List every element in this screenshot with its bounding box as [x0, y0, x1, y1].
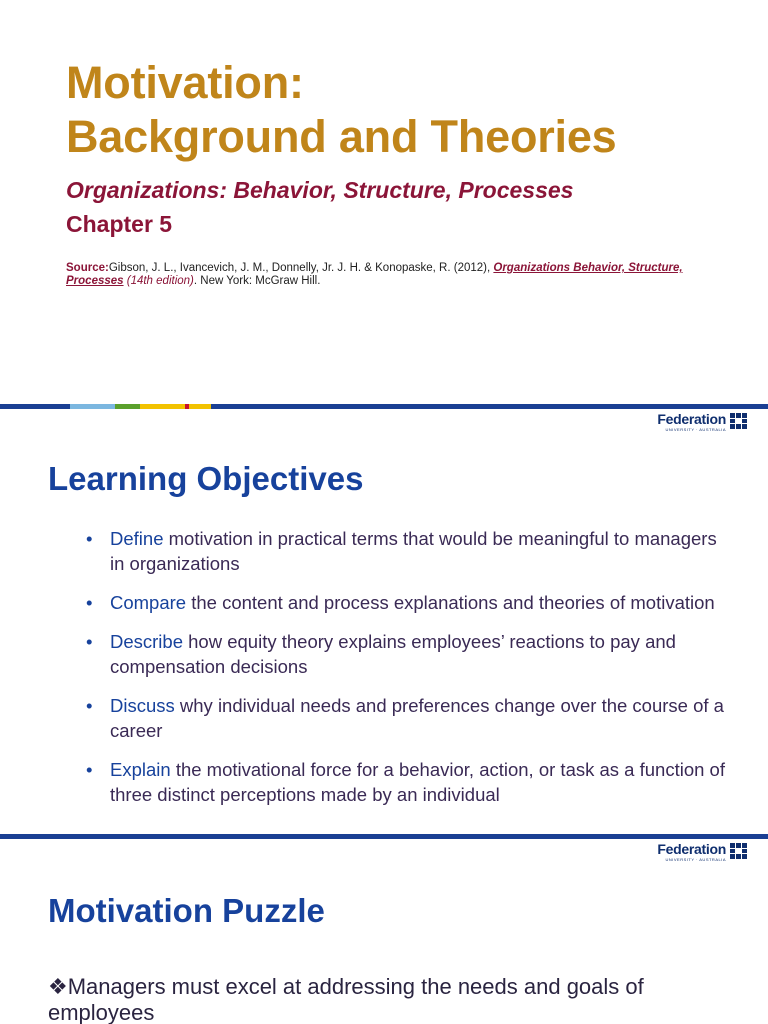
logo-subtext: UNIVERSITY · AUSTRALIA — [665, 857, 726, 862]
chapter-label: Chapter 5 — [66, 211, 173, 237]
bar-accent-green — [115, 404, 140, 409]
diamond-bullet-icon: ❖ — [48, 974, 68, 999]
list-item: • Compare the content and process explanations and theories of motivation — [86, 592, 715, 613]
motivation-puzzle-slide — [0, 834, 768, 1024]
bullet-dot: • — [86, 759, 93, 780]
bullet-dot: • — [86, 528, 93, 549]
logo-wordmark: Federation — [657, 411, 726, 427]
puzzle-point-text: Managers must excel at addressing the needs and goals of employees — [48, 974, 644, 1024]
puzzle-point — [48, 974, 748, 1024]
list-item: • Define motivation in practical terms that would be meaningful to managers in organizations — [86, 528, 717, 574]
bullet-dot: • — [86, 695, 93, 716]
bar-accent-light-blue — [70, 404, 115, 409]
learning-objectives-slide — [0, 404, 768, 834]
slide-heading: Motivation Puzzle — [48, 892, 325, 929]
header-bar — [0, 404, 768, 409]
bar-accent-yellow — [140, 404, 185, 409]
bullet-dot: • — [86, 592, 93, 613]
logo-mark-icon — [730, 413, 748, 429]
list-item: • Explain the motivational force for a behavior, action, or task as a function of three distinct perceptions made by an individual — [86, 759, 725, 805]
source-authors: Gibson, J. L., Ivancevich, J. M., Donnelly, Jr. J. H. & Konopaske, R. (2012), — [108, 262, 494, 274]
source-book-title: Organizations Behavior, Structure, Processes — [66, 262, 683, 287]
federation-logo — [657, 412, 748, 432]
slide-heading: Learning Objectives — [48, 460, 364, 497]
federation-logo — [657, 842, 748, 862]
source-edition: (14th edition) — [123, 275, 194, 287]
source-label: Source: — [66, 262, 109, 274]
header-bar — [0, 834, 768, 839]
logo-subtext: UNIVERSITY · AUSTRALIA — [665, 427, 726, 432]
slide-title — [66, 56, 617, 164]
bullet-dot: • — [86, 631, 93, 652]
source-citation — [66, 262, 706, 288]
book-subtitle: Organizations: Behavior, Structure, Processes — [66, 177, 574, 203]
logo-wordmark: Federation — [657, 841, 726, 857]
source-publisher: . New York: McGraw Hill. — [193, 275, 321, 287]
title-line-2: Background and Theories — [66, 111, 617, 162]
list-item: • Discuss why individual needs and preferences change over the course of a career — [86, 695, 724, 741]
title-slide — [0, 0, 768, 404]
logo-mark-icon — [730, 843, 748, 859]
list-item: • Describe how equity theory explains employees’ reactions to pay and compensation decisions — [86, 631, 676, 677]
title-line-1: Motivation: — [66, 57, 304, 108]
bar-accent-yellow-2 — [189, 404, 211, 409]
objectives-list — [84, 526, 734, 821]
